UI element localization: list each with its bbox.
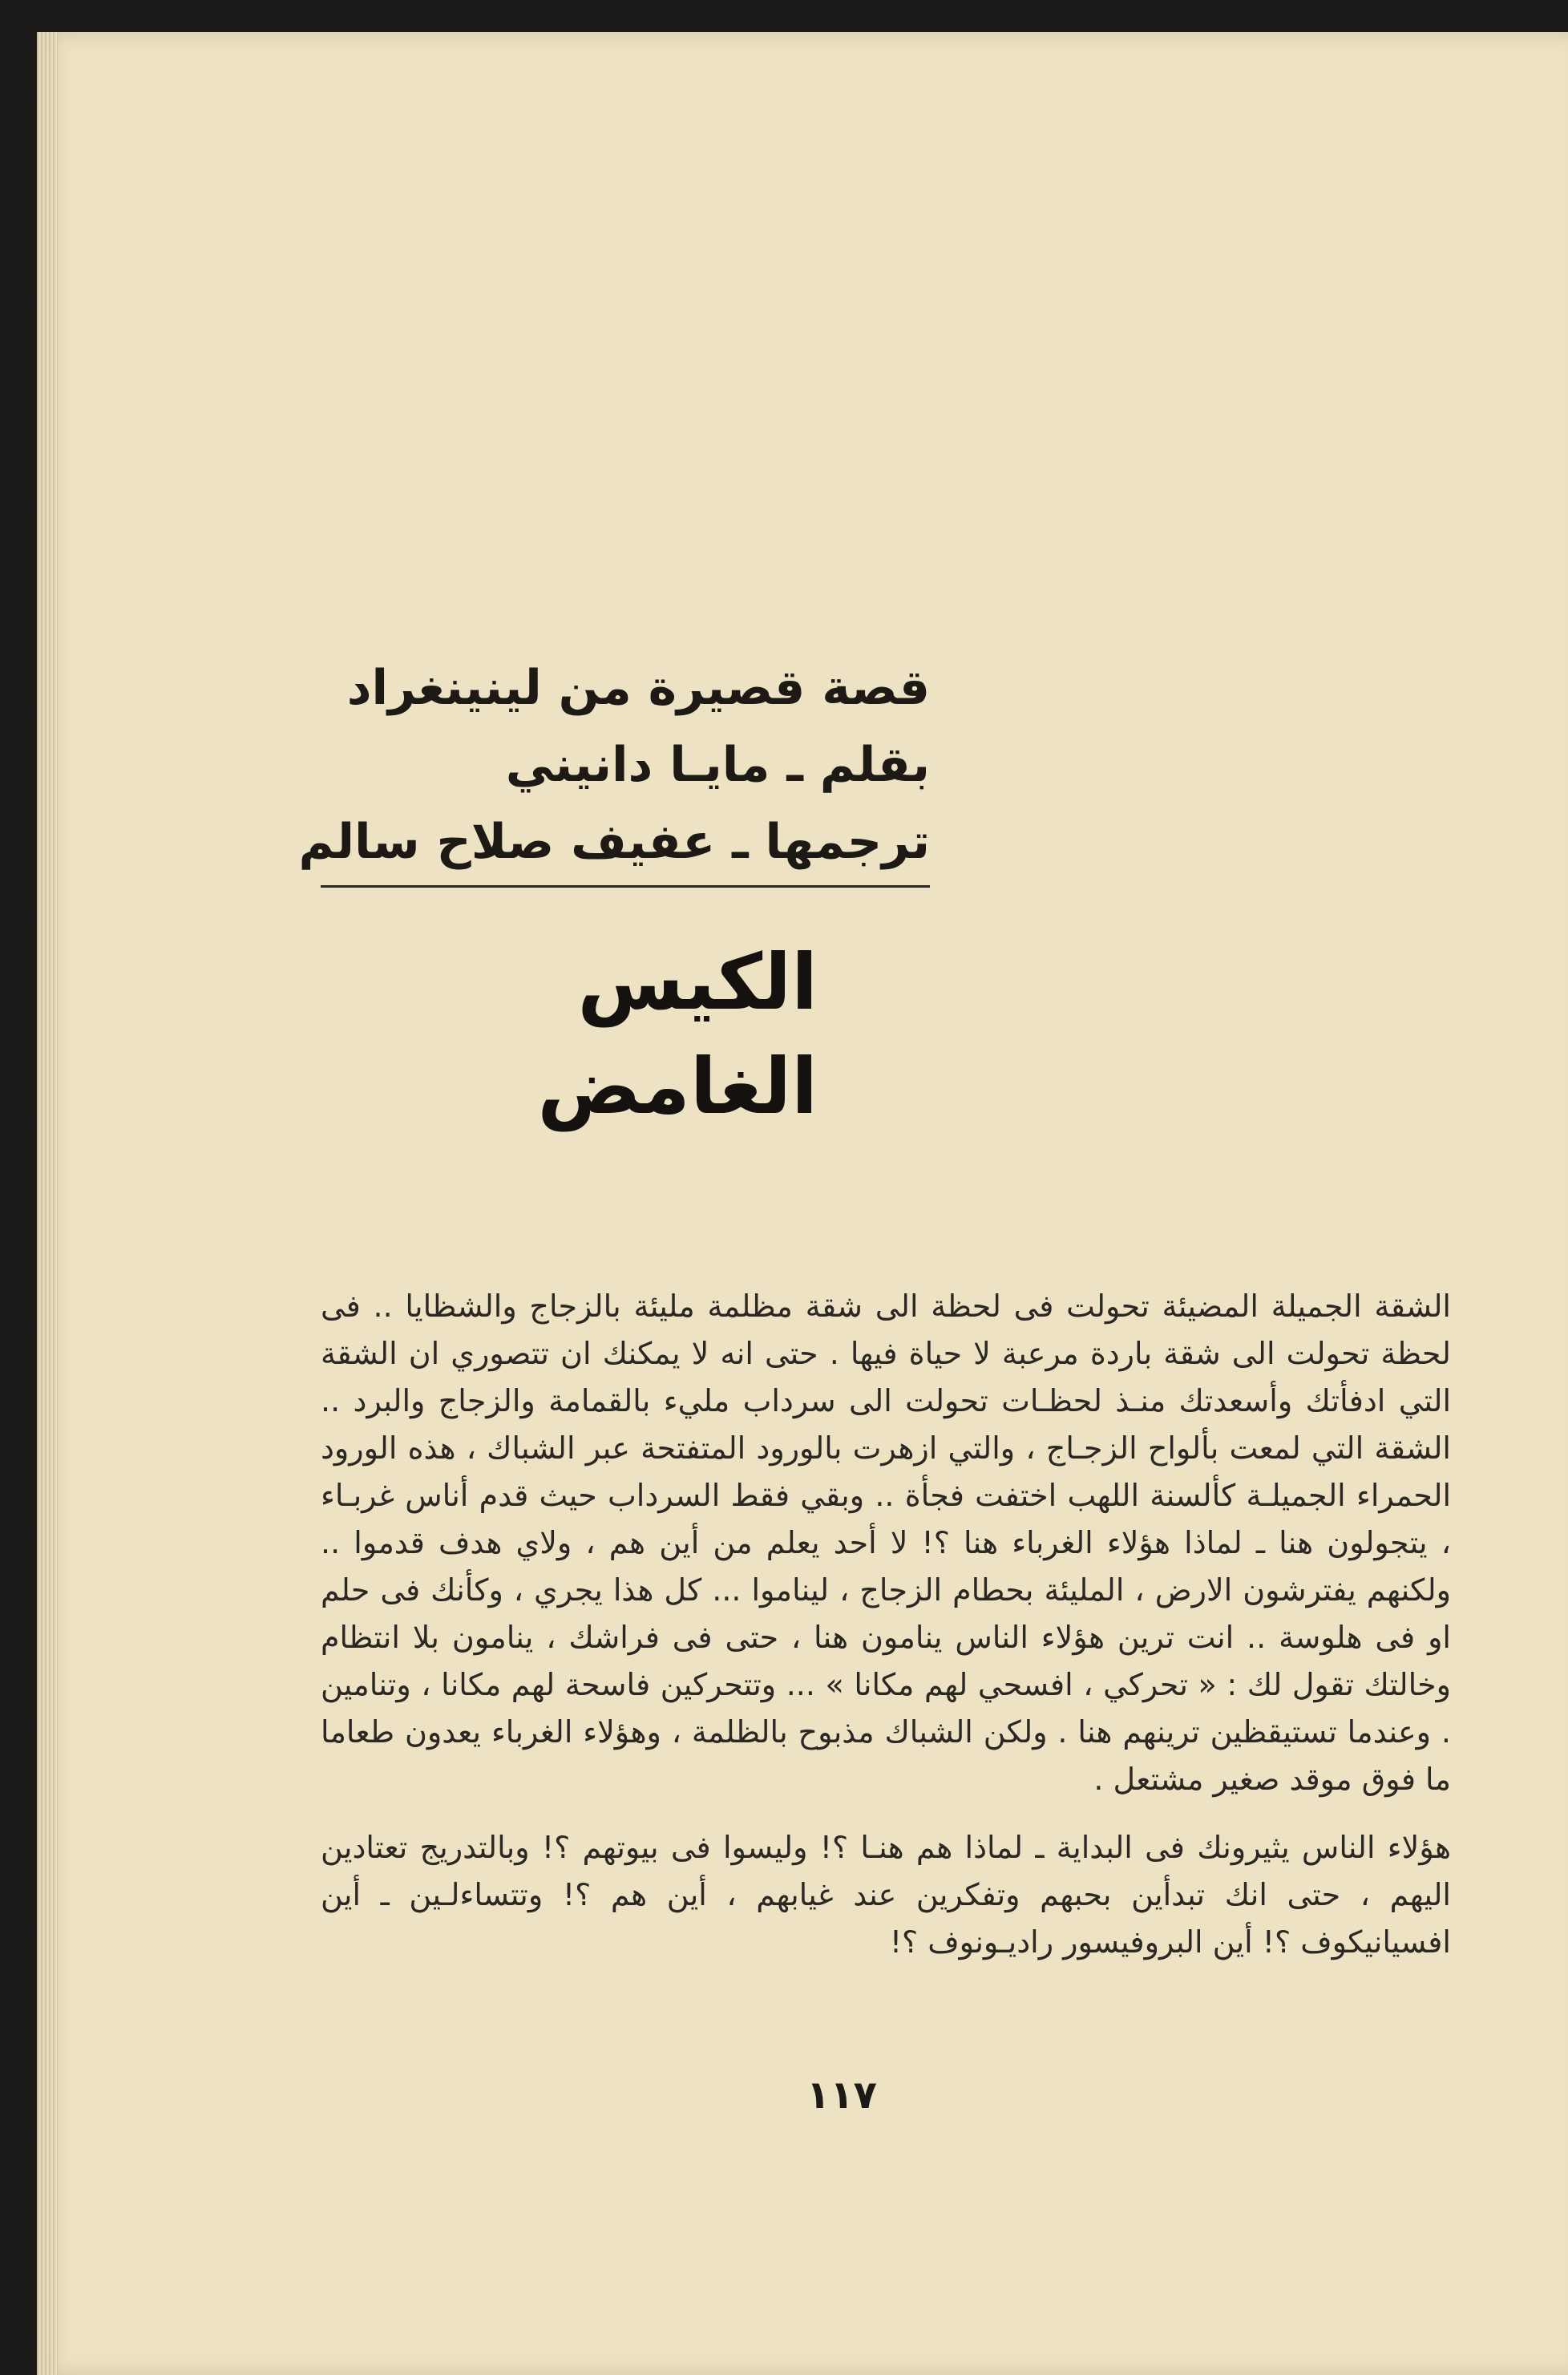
story-title: الكيس الغامض bbox=[537, 937, 818, 1131]
header-divider bbox=[321, 885, 930, 888]
book-page bbox=[37, 32, 1568, 2375]
page-number: ١١٧ bbox=[806, 2073, 877, 2118]
page-stack-edge bbox=[37, 32, 58, 2375]
article-header bbox=[298, 649, 930, 888]
story-subtitle: قصة قصيرة من لينينغراد bbox=[346, 660, 930, 716]
story-body bbox=[321, 1283, 1451, 1987]
translator-line: ترجمها ـ عفيف صلاح سالم bbox=[298, 814, 930, 870]
author-line: بقلم ـ مايـا دانيني bbox=[505, 737, 930, 793]
paragraph: هؤلاء الناس يثيرونك فى البداية ـ لماذا هم هنـا ؟! وليسوا فى بيوتهم ؟! وبالتدريج تعتادين اليهم ، حتى انك تبدأين بحبهم وتفكرين عند غيابهم ، أين هم ؟! وتتساءلـين ـ أين افسيانيكوف ؟! أين البروفيسور راديـونوف ؟! bbox=[321, 1830, 1451, 1960]
paragraph: الشقة الجميلة المضيئة تحولت فى لحظة الى شقة مظلمة مليئة بالزجاج والشظايا .. فى لحظة تحولت الى شقة باردة مرعبة لا حياة فيها . حتى انه لا يمكنك ان تتصوري ان الشقة التي ادفأتك وأسعدتك منـذ لحظـات تحولت الى سرداب مليء بالقمامة والزجاج والبرد .. الشقة التي لمعت بألواح الزجـاج ، والتي ازهرت بالورود المتفتحة عبر الشباك ، هذه الورود الحمراء الجميلـة كألسنة اللهب اختفت فجأة .. وبقي فقط السرداب حيث قدم أناس غربـاء ، يتجولون هنا ـ لماذا هؤلاء الغرباء هنا ؟! لا أحد يعلم من أين هم ، ولاي هدف قدموا .. ولكنهم يفترشون الارض ، المليئة بحطام الزجاج ، ليناموا ... كل هذا يجري ، وكأنك فى حلم او فى هلوسة .. انت ترين هؤلاء الناس ينامون هنا ، حتى فى فراشك ، ينامون بلا انتظام وخالتك تقول لك : « تحركي ، افسحي لهم مكانا » ... وتتحركين فاسحة لهم مكانا ، وتنامين . وعندما تستيقظين ترينهم هنا . ولكن الشباك مذبوح بالظلمة ، وهؤلاء الغرباء يعدون طعاما ما فوق موقد صغير مشتعل . bbox=[321, 1289, 1451, 1797]
